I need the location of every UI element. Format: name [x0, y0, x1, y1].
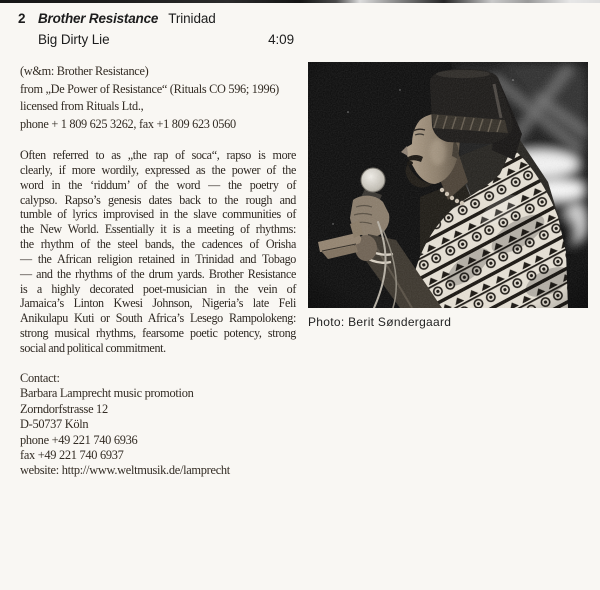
body-line: strong musical rhythms, fearsome poetic potency, strong: [20, 326, 296, 341]
contact-line: Zorndorfstrasse 12: [20, 401, 108, 416]
body-line: social and political commitment.: [20, 340, 166, 355]
body-line: calypso. Rapso’s genesis dates back to the rough and: [20, 192, 296, 207]
contact-line: D-50737 Köln: [20, 417, 89, 432]
body-line: word in the ‘riddum’ of the word — the poetry of: [20, 177, 296, 192]
body-line: the New World. Essentially it is a meeting of rhythms:: [20, 222, 296, 237]
artist-photo: [308, 62, 588, 308]
body-line: the rhythm of the steel bands, the cadences of Orisha: [20, 237, 296, 252]
body-line: clearly, if more wordily, expressed as the power of the: [20, 162, 296, 177]
artist-name: Brother Resistance: [38, 11, 159, 26]
body-line: Jamaica’s Linton Kwesi Johnson, Nigeria’s late Feli: [20, 296, 296, 311]
body-line: is a highly decorated poet-musician in the vein of: [20, 281, 296, 296]
artist-country: Trinidad: [168, 11, 216, 26]
contact-line: Barbara Lamprecht music promotion: [20, 386, 194, 401]
vignette: [308, 62, 588, 308]
scan-top-edge: [0, 0, 600, 3]
credits-block: [20, 63, 305, 133]
body-line: Anikulapu Kuti or South Africa’s Lesego Rampolokeng:: [20, 311, 296, 326]
track-number: 2: [18, 11, 26, 26]
contact-line: website: http://www.weltmusik.de/lamprecht: [20, 463, 230, 478]
contact-heading: Contact:: [20, 371, 60, 385]
credits-line: (w&m: Brother Resistance): [20, 64, 149, 78]
description-paragraph: [20, 148, 296, 356]
header-title-row: [38, 32, 294, 47]
credits-line: phone + 1 809 625 3262, fax +1 809 623 0560: [20, 116, 236, 131]
track-title: Big Dirty Lie: [38, 32, 110, 47]
contact-block: [20, 371, 305, 479]
body-line: tumble of lyrics improvised in the slave communities of: [20, 207, 296, 222]
photo-caption: Photo: Berit Søndergaard: [308, 315, 452, 329]
body-line: — and the rhythms of the drum yards. Brother Resistance: [20, 266, 296, 281]
header-artist-row: [38, 11, 216, 26]
contact-line: phone +49 221 740 6936: [20, 432, 138, 447]
credits-line: licensed from Rituals Ltd.,: [20, 99, 144, 114]
track-duration: 4:09: [268, 32, 294, 47]
body-line: Often referred to as „the rap of soca“, rapso is more: [20, 148, 296, 162]
body-line: — the African religion retained in Trinidad and Tobago: [20, 251, 296, 266]
credits-line: from „De Power of Resistance“ (Rituals CO 596; 1996): [20, 81, 279, 96]
contact-line: fax +49 221 740 6937: [20, 448, 124, 463]
